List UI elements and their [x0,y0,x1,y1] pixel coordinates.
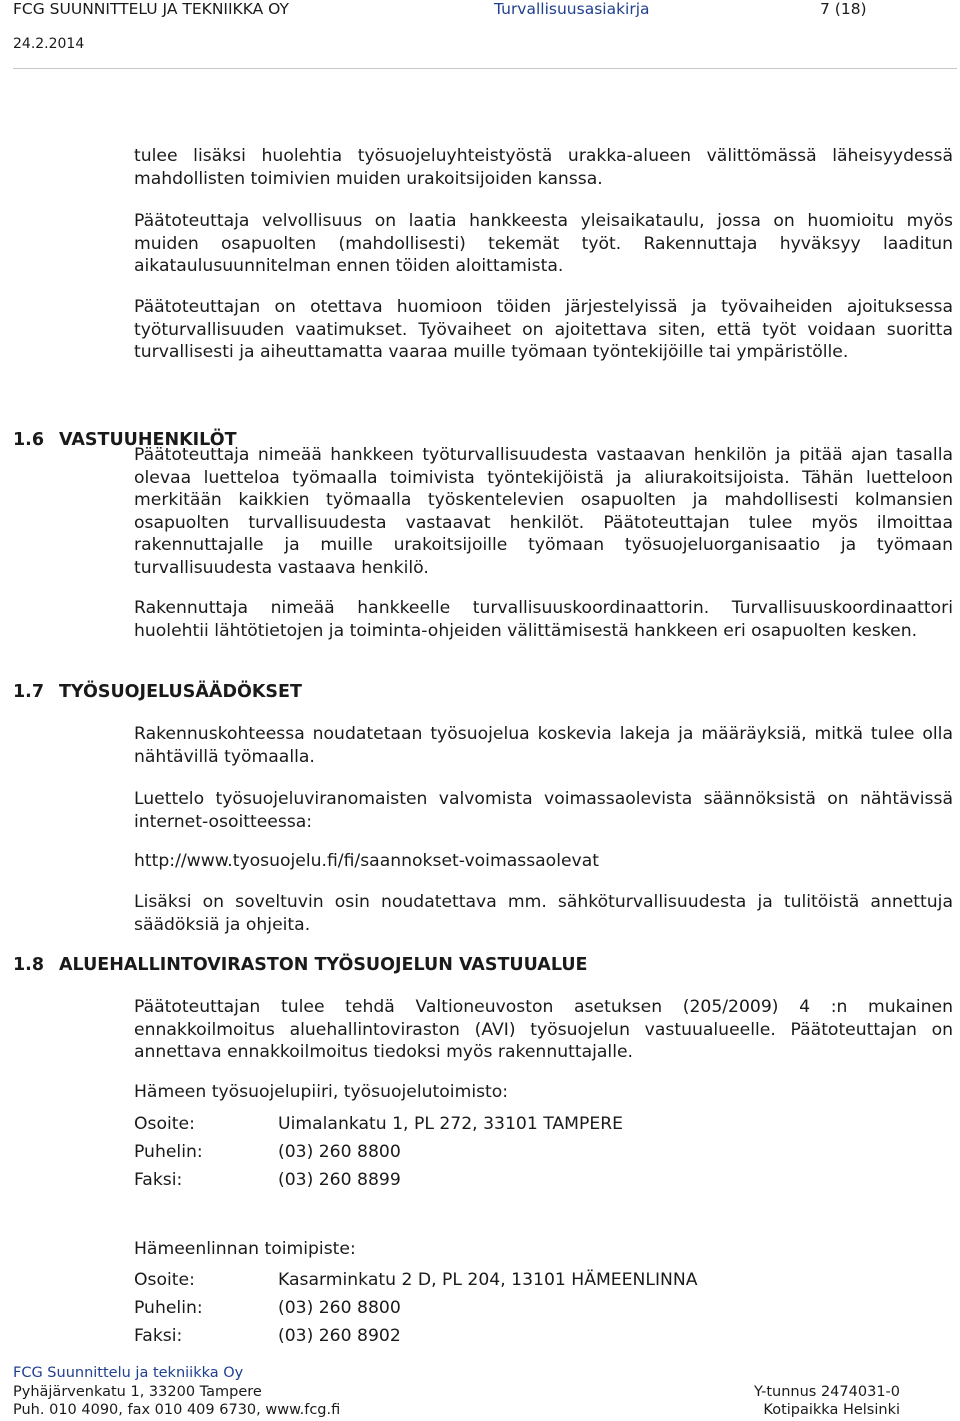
paragraph: Päätoteuttaja nimeää hankkeen työturvallisuudesta vastaavan henkilön ja pitää ajan tasalla olevaa luetteloa työmaalla toimivista työntekijöistä ja aliurakoitsijoista. Tähän luetteloon merkitään kaikkien työmaalla työskentelevien osapuolten ja mahdollisesti kolmansien osapuolten turvallisuudesta vastaavat henkilöt. Päätoteuttajan tulee myös ilmoittaa rakennuttajalle ja muille urakoitsijoille työmaan työsuojeluorganisaatio ja työmaan turvallisuudesta vastaava henkilö. [134,445,953,578]
office-title: Hämeenlinnan toimipiste: [134,1239,356,1259]
header-divider [13,68,957,69]
paragraph: Rakennuttaja nimeää hankkeelle turvallisuuskoordinaattorin. Turvallisuuskoordinaattori huolehtii lähtötietojen ja toiminta-ohjeiden välittämisestä hankkeen eri osapuolten kesken. [134,598,953,641]
paragraph: Päätoteuttaja velvollisuus on laatia hankkeesta yleisaikataulu, jossa on huomioitu myös muiden osapuolten (mahdollisesti) tekemät työt. Rakennuttaja hyväksyy laaditun aikataulusuunnitelman ennen töiden aloittamista. [134,211,953,277]
header-company: FCG SUUNNITTELU JA TEKNIIKKA OY [13,0,289,18]
section-title: TYÖSUOJELUSÄÄDÖKSET [59,682,302,702]
phone-label: Puhelin: [134,1142,203,1162]
paragraph: Luettelo työsuojeluviranomaisten valvomista voimassaolevista säännöksistä on nähtävissä internet-osoitteessa: [134,789,953,832]
section-title: VASTUUHENKILÖT [59,430,237,450]
address-value: Kasarminkatu 2 D, PL 204, 13101 HÄMEENLINNA [278,1270,698,1290]
office-phone-row [134,1298,401,1318]
phone-label: Puhelin: [134,1298,203,1318]
fax-label: Faksi: [134,1326,183,1346]
office-fax-row [134,1170,401,1190]
section-number: 1.8 [13,955,45,975]
fax-value: (03) 260 8902 [278,1326,401,1346]
office-phone-row [134,1142,401,1162]
section-heading [13,682,302,702]
footer-contact: Puh. 010 4090, fax 010 409 6730, www.fcg.fi [13,1402,341,1418]
paragraph: Päätoteuttajan tulee tehdä Valtioneuvoston asetuksen (205/2009) 4 :n mukainen ennakkoilmoitus aluehallintoviraston (AVI) työsuojelun vastuualueelle. Päätoteuttajan on annettava ennakkoilmoitus tiedoksi myös rakennuttajalle. [134,997,953,1063]
paragraph: Lisäksi on soveltuvin osin noudatettava mm. sähköturvallisuudesta ja tulitöistä annettuja säädöksiä ja ohjeita. [134,892,953,935]
footer-address: Pyhäjärvenkatu 1, 33200 Tampere [13,1384,262,1400]
office-fax-row [134,1326,401,1346]
section-number: 1.7 [13,682,45,702]
phone-value: (03) 260 8800 [278,1142,401,1162]
document-title: Turvallisuusasiakirja [494,0,650,18]
address-label: Osoite: [134,1114,195,1134]
paragraph: tulee lisäksi huolehtia työsuojeluyhteistyöstä urakka-alueen välittömässä läheisyydessä mahdollisten toimivien muiden urakoitsijoiden kanssa. [134,146,953,189]
page-number: 7 (18) [820,0,867,18]
document-date: 24.2.2014 [13,36,85,52]
section-heading [13,955,588,975]
paragraph: Päätoteuttajan on otettava huomioon töiden järjestelyissä ja työvaiheiden ajoituksessa työturvallisuuden vaatimukset. Työvaiheet on ajoitettava siten, että työt voidaan suoritta turvallisesti ja aiheuttamatta vaaraa muille työmaan työntekijöille tai ympäristölle. [134,297,953,363]
address-label: Osoite: [134,1270,195,1290]
footer-company: FCG Suunnittelu ja tekniikka Oy [13,1365,244,1381]
fax-label: Faksi: [134,1170,183,1190]
footer-domicile: Kotipaikka Helsinki [763,1402,900,1418]
footer-business-id: Y-tunnus 2474031-0 [753,1384,900,1400]
section-number: 1.6 [13,430,45,450]
paragraph: Rakennuskohteessa noudatetaan työsuojelua koskevia lakeja ja määräyksiä, mitkä tulee olla nähtävillä työmaalla. [134,724,953,767]
office-address-row [134,1270,697,1290]
regulations-link[interactable]: http://www.tyosuojelu.fi/fi/saannokset-voimassaolevat [134,851,599,871]
phone-value: (03) 260 8800 [278,1298,401,1318]
address-value: Uimalankatu 1, PL 272, 33101 TAMPERE [278,1114,624,1134]
office-title: Hämeen työsuojelupiiri, työsuojelutoimisto: [134,1082,509,1102]
section-title: ALUEHALLINTOVIRASTON TYÖSUOJELUN VASTUUALUE [59,955,588,975]
office-address-row [134,1114,623,1134]
fax-value: (03) 260 8899 [278,1170,401,1190]
